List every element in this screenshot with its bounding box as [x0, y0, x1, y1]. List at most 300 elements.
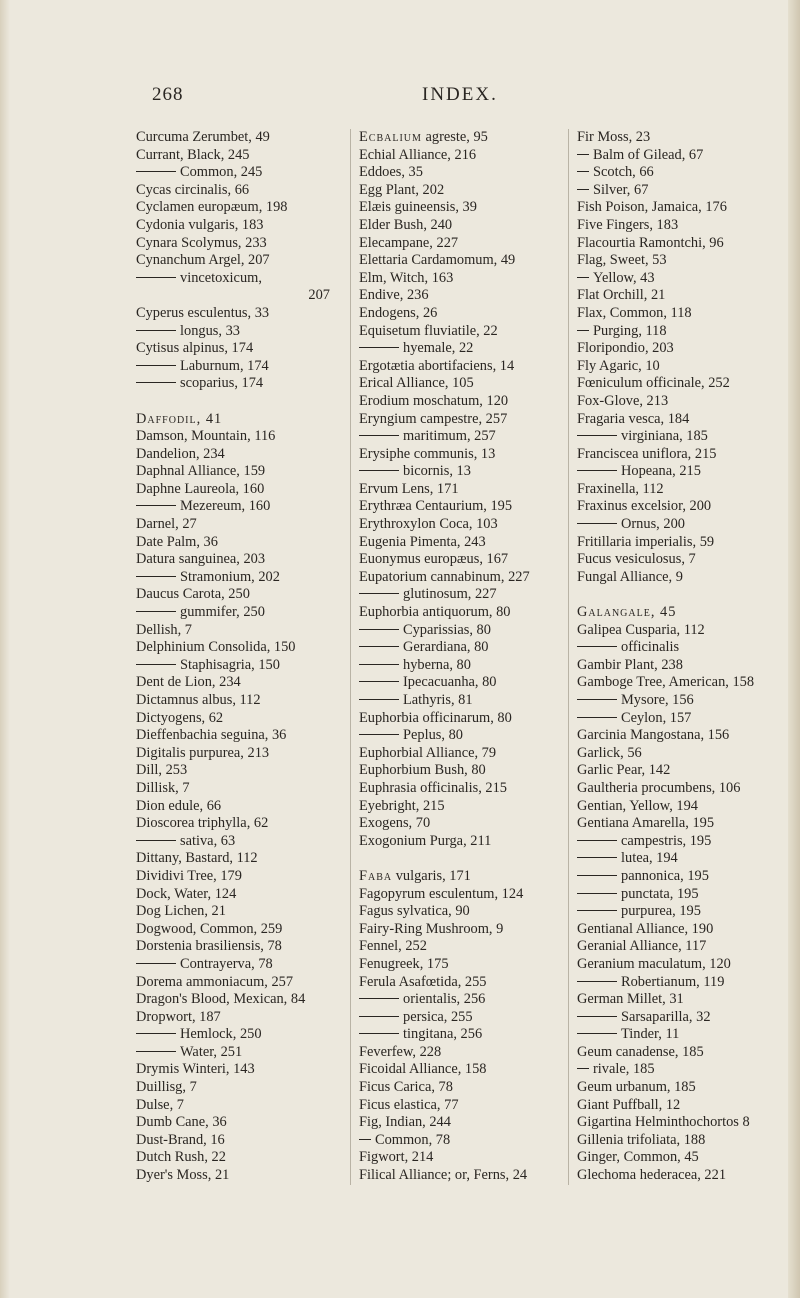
index-entry	[359, 868, 559, 886]
index-entry	[136, 639, 332, 657]
index-entry-text: Fir Moss, 23	[577, 129, 651, 145]
index-entry	[359, 991, 559, 1009]
index-entry	[136, 604, 332, 622]
index-entry-text: Drymis Winteri, 143	[136, 1061, 255, 1078]
ditto-dash	[136, 382, 176, 383]
index-entry-text: Dorema ammoniacum, 257	[136, 973, 294, 990]
index-entry-text: Ceylon, 157	[621, 709, 692, 726]
index-entry	[136, 217, 332, 235]
index-entry	[359, 1044, 559, 1062]
index-entry-text: Galipea Cusparia, 112	[577, 621, 705, 638]
index-entry-text: Euphorbial Alliance, 79	[359, 744, 497, 761]
index-entry-text: Damson, Mountain, 116	[136, 428, 276, 445]
index-entry-text: Figwort, 214	[359, 1149, 434, 1166]
index-entry	[577, 1044, 789, 1062]
index-entry-text: Daucus Carota, 250	[136, 586, 250, 603]
index-entry	[136, 182, 332, 200]
index-entry-text: Eyebright, 215	[359, 797, 445, 814]
index-entry-text: longus, 33	[180, 322, 240, 339]
ditto-dash	[359, 998, 399, 999]
index-entry	[577, 657, 789, 675]
index-entry	[577, 199, 789, 217]
index-entry-text: Geranial Alliance, 117	[577, 938, 707, 955]
index-entry-text: Duillisg, 7	[136, 1079, 197, 1096]
index-entry-text: Fly Agaric, 10	[577, 357, 660, 374]
index-entry-text: pannonica, 195	[621, 867, 709, 884]
ditto-dash	[577, 523, 617, 524]
index-entry-text: Balm of Gilead, 67	[593, 146, 704, 163]
ditto-dash	[577, 875, 617, 876]
index-entry	[136, 411, 332, 429]
page-header	[0, 84, 800, 114]
index-entry-text: Dragon's Blood, Mexican, 84	[136, 991, 306, 1008]
index-entry-text: Geranium maculatum, 120	[577, 955, 731, 972]
index-entry	[359, 164, 559, 182]
ditto-dash	[359, 1139, 371, 1140]
index-entry-text: Elecampane, 227	[359, 234, 459, 251]
index-entry-text: Dictamnus albus, 112	[136, 692, 261, 708]
index-entry	[577, 1079, 789, 1097]
index-entry	[577, 534, 789, 552]
index-entry	[359, 129, 559, 147]
index-entry	[136, 305, 332, 323]
index-entry-text: Ecbalium agreste, 95	[359, 129, 488, 145]
index-entry	[577, 411, 789, 429]
index-entry-text: Filical Alliance; or, Ferns, 24	[359, 1167, 528, 1184]
index-entry	[577, 886, 789, 904]
index-entry-text: Dittany, Bastard, 112	[136, 850, 258, 867]
ditto-dash	[577, 717, 617, 718]
index-entry	[136, 358, 332, 376]
index-entry	[136, 1097, 332, 1115]
index-entry-text: Ergotætia abortifaciens, 14	[359, 357, 515, 374]
ditto-dash	[359, 646, 399, 647]
index-entry	[577, 956, 789, 974]
index-entry	[577, 428, 789, 446]
index-entry	[577, 1167, 789, 1185]
index-entry	[136, 1167, 332, 1185]
page-edge-left	[0, 0, 10, 1298]
ditto-dash	[359, 470, 399, 471]
index-entry-text: Gambir Plant, 238	[577, 656, 683, 673]
ditto-dash	[136, 576, 176, 577]
index-entry-text: sativa, 63	[180, 832, 236, 849]
index-entry	[359, 147, 559, 165]
index-entry	[577, 551, 789, 569]
ditto-dash	[577, 981, 617, 982]
index-entry	[359, 622, 559, 640]
index-entry	[577, 393, 789, 411]
index-entry-text: campestris, 195	[621, 832, 712, 849]
index-entry	[577, 639, 789, 657]
index-entry	[136, 886, 332, 904]
ditto-dash	[136, 611, 176, 612]
index-entry-text: Silver, 67	[593, 181, 649, 198]
index-entry	[359, 551, 559, 569]
index-entry-text: Mysore, 156	[621, 692, 694, 708]
index-entry	[136, 569, 332, 587]
index-entry	[359, 323, 559, 341]
index-entry-text: Fragaria vesca, 184	[577, 410, 690, 427]
index-entry	[359, 745, 559, 763]
index-entry-text: Lathyris, 81	[403, 692, 473, 708]
index-entry-text: Fungal Alliance, 9	[577, 568, 683, 585]
index-entry	[136, 1132, 332, 1150]
ditto-dash	[136, 330, 176, 331]
ditto-dash	[136, 840, 176, 841]
index-entry	[359, 1009, 559, 1027]
index-entry-text: Ferula Asafœtida, 255	[359, 973, 487, 990]
index-entry-text: Cynara Scolymus, 233	[136, 234, 267, 251]
index-entry-text: Gerardiana, 80	[403, 639, 489, 656]
index-entry-text: bicornis, 13	[403, 463, 471, 480]
index-entry	[359, 974, 559, 992]
index-entry-text: Flacourtia Ramontchi, 96	[577, 234, 724, 251]
index-entry-text: Garcinia Mangostana, 156	[577, 727, 730, 744]
index-entry-text: Fraxinus excelsior, 200	[577, 498, 712, 515]
index-entry	[577, 1026, 789, 1044]
ditto-dash	[577, 1033, 617, 1034]
index-entry	[136, 956, 332, 974]
index-entry-text: gummifer, 250	[180, 604, 265, 621]
index-entry	[359, 798, 559, 816]
ditto-dash	[577, 470, 617, 471]
index-entry	[136, 991, 332, 1009]
index-entry	[577, 815, 789, 833]
index-entry-text: Delphinium Consolida, 150	[136, 639, 296, 656]
index-entry-text: Fagopyrum esculentum, 124	[359, 885, 524, 902]
index-entry	[577, 868, 789, 886]
index-entry-text: Gillenia trifoliata, 188	[577, 1131, 706, 1148]
index-entry	[359, 674, 559, 692]
index-entry	[577, 217, 789, 235]
index-entry-text: Erical Alliance, 105	[359, 375, 474, 392]
index-entry	[136, 147, 332, 165]
index-entry-text: Dogwood, Common, 259	[136, 920, 283, 937]
index-entry	[577, 692, 789, 710]
index-entry	[577, 974, 789, 992]
index-entry	[359, 463, 559, 481]
index-entry-text: Equisetum fluviatile, 22	[359, 322, 498, 339]
index-entry	[136, 903, 332, 921]
index-entry-text: Purging, 118	[593, 322, 667, 339]
index-entry	[577, 323, 789, 341]
index-entry-text: Garlick, 56	[577, 744, 642, 761]
index-entry-text: Peplus, 80	[403, 727, 463, 744]
index-entry	[577, 991, 789, 1009]
index-entry-text: hyemale, 22	[403, 340, 474, 357]
running-title: INDEX.	[422, 84, 498, 105]
ditto-dash	[359, 347, 399, 348]
ditto-dash	[577, 171, 589, 172]
index-entry-text: Dandelion, 234	[136, 445, 225, 462]
index-entry-text: Dillisk, 7	[136, 779, 190, 796]
ditto-dash	[359, 1016, 399, 1017]
index-entry-text: Yellow, 43	[593, 269, 655, 286]
index-entry	[577, 1149, 789, 1167]
index-entry	[577, 762, 789, 780]
index-entry	[136, 287, 332, 305]
index-entry	[577, 780, 789, 798]
index-entry	[359, 428, 559, 446]
index-entry-text: Gamboge Tree, American, 158	[577, 674, 755, 691]
index-entry-text: Eupatorium cannabinum, 227	[359, 568, 530, 585]
index-entry	[577, 463, 789, 481]
index-column-3	[568, 129, 789, 1185]
ditto-dash	[577, 840, 617, 841]
ditto-dash	[136, 664, 176, 665]
index-entry	[577, 1132, 789, 1150]
index-entry-text: Five Fingers, 183	[577, 216, 679, 233]
index-entry-text: Elæis guineensis, 39	[359, 199, 477, 216]
index-entry-text: Fucus vesiculosus, 7	[577, 551, 696, 568]
index-entry	[136, 498, 332, 516]
index-entry	[577, 129, 789, 147]
index-entry-text: Mezereum, 160	[180, 498, 271, 515]
index-entry-text: Dividivi Tree, 179	[136, 867, 242, 884]
index-entry-text: Ornus, 200	[621, 516, 685, 533]
index-entry-text: Egg Plant, 202	[359, 181, 445, 198]
ditto-dash	[359, 734, 399, 735]
ditto-dash	[577, 330, 589, 331]
ditto-dash	[359, 629, 399, 630]
index-entry-text: Digitalis purpurea, 213	[136, 744, 270, 761]
index-entry-text: punctata, 195	[621, 885, 699, 902]
index-entry	[359, 657, 559, 675]
index-entry-text: Ervum Lens, 171	[359, 480, 459, 497]
index-entry	[136, 938, 332, 956]
index-entry-text: Eryngium campestre, 257	[359, 410, 508, 427]
index-entry	[577, 252, 789, 270]
index-entry-text: Robertianum, 119	[621, 973, 725, 990]
index-entry-text: Contrayerva, 78	[180, 955, 273, 972]
index-entry-text: Galangale, 45	[577, 604, 677, 621]
index-entry-text: Eddoes, 35	[359, 164, 423, 181]
index-entry	[136, 481, 332, 499]
index-entry-text: Currant, Black, 245	[136, 146, 250, 163]
index-entry	[136, 745, 332, 763]
ditto-dash	[136, 1051, 176, 1052]
ditto-dash	[359, 664, 399, 665]
index-entry	[577, 569, 789, 587]
index-entry-text: Gaultheria procumbens, 106	[577, 779, 741, 796]
index-entry-text: Gigartina Helminthochortos 8	[577, 1114, 750, 1131]
index-entry	[136, 1114, 332, 1132]
index-entry	[359, 604, 559, 622]
index-entry-text: Dion edule, 66	[136, 797, 222, 814]
index-entry	[577, 182, 789, 200]
index-entry-text: Gentiana Amarella, 195	[577, 815, 715, 832]
index-entry-text: Dust-Brand, 16	[136, 1131, 225, 1148]
index-entry-text: tingitana, 256	[403, 1026, 483, 1043]
index-entry	[577, 850, 789, 868]
index-entry	[577, 1097, 789, 1115]
index-entry-text: Sarsaparilla, 32	[621, 1008, 711, 1025]
index-entry	[136, 1149, 332, 1167]
index-entry-text: Dent de Lion, 234	[136, 674, 241, 691]
index-entry-text: Gentian, Yellow, 194	[577, 797, 698, 814]
index-entry-text: Exogonium Purga, 211	[359, 832, 492, 849]
index-entry-text: Geum urbanum, 185	[577, 1079, 696, 1096]
index-entry-text: Erythræa Centaurium, 195	[359, 498, 513, 515]
index-entry-text: Daffodil, 41	[136, 410, 223, 427]
index-entry	[136, 1009, 332, 1027]
index-entry-text: rivale, 185	[593, 1061, 655, 1078]
index-entry-text: Hemlock, 250	[180, 1026, 262, 1043]
index-entry	[136, 815, 332, 833]
index-entry	[359, 411, 559, 429]
index-entry-text: Endogens, 26	[359, 304, 438, 321]
index-entry	[136, 534, 332, 552]
section-gap	[359, 850, 559, 868]
index-entry	[359, 270, 559, 288]
ditto-dash	[577, 1068, 589, 1069]
index-entry	[136, 199, 332, 217]
index-entry-text: Flat Orchill, 21	[577, 287, 666, 304]
ditto-dash	[359, 593, 399, 594]
index-entry-text: Fœniculum officinale, 252	[577, 375, 730, 392]
index-entry	[136, 428, 332, 446]
index-entry	[136, 323, 332, 341]
index-entry	[359, 481, 559, 499]
index-entry-text: Giant Puffball, 12	[577, 1096, 681, 1113]
index-entry-text: Fennel, 252	[359, 938, 427, 955]
page-number: 268	[152, 84, 184, 105]
index-entry	[359, 710, 559, 728]
index-entry	[577, 305, 789, 323]
index-entry	[136, 270, 332, 288]
index-entry	[359, 886, 559, 904]
index-entry-text: Dellish, 7	[136, 621, 192, 638]
index-entry-text: Datura sanguinea, 203	[136, 551, 266, 568]
index-entry-text: Flax, Common, 118	[577, 304, 692, 321]
index-entry-text: vincetoxicum,	[180, 269, 262, 286]
index-entry-text: hyberna, 80	[403, 656, 471, 673]
index-entry-text: Euphorbium Bush, 80	[359, 762, 486, 779]
index-entry	[359, 639, 559, 657]
index-entry	[577, 710, 789, 728]
index-entry	[359, 446, 559, 464]
index-entry-text: Cycas circinalis, 66	[136, 181, 250, 198]
index-entry-text: Feverfew, 228	[359, 1043, 442, 1060]
index-entry-text: Dumb Cane, 36	[136, 1114, 227, 1131]
index-entry	[136, 446, 332, 464]
index-entry	[136, 164, 332, 182]
index-entry	[577, 833, 789, 851]
index-entry	[359, 815, 559, 833]
index-entry-text: Cyperus esculentus, 33	[136, 304, 270, 321]
index-entry-text: Euonymus europæus, 167	[359, 551, 509, 568]
index-entry-text: Garlic Pear, 142	[577, 762, 671, 779]
index-entry-text: Dill, 253	[136, 762, 188, 779]
index-entry	[577, 164, 789, 182]
index-entry-text: Fenugreek, 175	[359, 955, 449, 972]
index-column-2	[350, 129, 559, 1185]
index-entry	[577, 903, 789, 921]
index-entry	[136, 129, 332, 147]
index-entry-text: Euphorbia officinarum, 80	[359, 709, 512, 726]
index-entry	[136, 1026, 332, 1044]
ditto-dash	[136, 277, 176, 278]
index-entry	[136, 551, 332, 569]
index-entry	[577, 375, 789, 393]
index-entry	[359, 393, 559, 411]
index-entry	[359, 199, 559, 217]
index-entry-text: Fish Poison, Jamaica, 176	[577, 199, 727, 216]
index-entry-text: Dock, Water, 124	[136, 885, 237, 902]
index-entry-text: Euphrasia officinalis, 215	[359, 779, 508, 796]
index-entry-text: Laburnum, 174	[180, 357, 269, 374]
index-entry-text: Cydonia vulgaris, 183	[136, 216, 264, 233]
index-entry-text: purpurea, 195	[621, 903, 701, 920]
index-entry	[577, 921, 789, 939]
index-entry-text: Dioscorea triphylla, 62	[136, 815, 269, 832]
ditto-dash	[136, 963, 176, 964]
index-entry	[136, 798, 332, 816]
index-entry-text: Erysiphe communis, 13	[359, 445, 496, 462]
index-entry-text: Ficus elastica, 77	[359, 1096, 459, 1113]
index-entry	[359, 252, 559, 270]
page-edge-right	[788, 0, 800, 1298]
index-entry-text: Cyclamen europæum, 198	[136, 199, 288, 216]
ditto-dash	[577, 1016, 617, 1017]
index-entry-text: Erythroxylon Coca, 103	[359, 516, 498, 533]
index-entry-text: Ipecacuanha, 80	[403, 674, 497, 691]
index-entry-text: Date Palm, 36	[136, 533, 218, 550]
index-entry	[359, 780, 559, 798]
index-entry	[359, 1167, 559, 1185]
index-entry	[577, 516, 789, 534]
index-entry	[577, 1114, 789, 1132]
index-entry-text: Dyer's Moss, 21	[136, 1167, 230, 1184]
index-entry-text: Ficus Carica, 78	[359, 1079, 453, 1096]
index-entry	[577, 287, 789, 305]
index-entry-text: Fritillaria imperialis, 59	[577, 533, 715, 550]
index-entry-text: Elm, Witch, 163	[359, 269, 454, 286]
index-entry	[359, 534, 559, 552]
index-entry	[136, 463, 332, 481]
ditto-dash	[577, 910, 617, 911]
index-entry	[136, 921, 332, 939]
index-entry	[359, 358, 559, 376]
ditto-dash	[577, 154, 589, 155]
index-entry	[136, 833, 332, 851]
index-entry-text: Staphisagria, 150	[180, 656, 280, 673]
index-entry	[359, 498, 559, 516]
index-entry-text: Fagus sylvatica, 90	[359, 903, 470, 920]
index-entry	[359, 516, 559, 534]
index-entry	[136, 1061, 332, 1079]
index-entry	[136, 235, 332, 253]
index-entry-text: maritimum, 257	[403, 428, 496, 445]
index-entry-text: Dictyogens, 62	[136, 709, 224, 726]
index-entry	[359, 235, 559, 253]
index-entry-text: Common, 78	[375, 1131, 451, 1148]
ditto-dash	[577, 277, 589, 278]
index-entry-text: Fraxinella, 112	[577, 480, 664, 497]
index-entry	[359, 921, 559, 939]
ditto-dash	[577, 189, 589, 190]
ditto-dash	[577, 699, 617, 700]
index-entry	[577, 235, 789, 253]
index-entry	[359, 1132, 559, 1150]
index-entry	[359, 903, 559, 921]
index-entry	[359, 938, 559, 956]
index-entry	[359, 1149, 559, 1167]
index-entry	[359, 287, 559, 305]
index-entry	[577, 1009, 789, 1027]
index-entry-text: officinalis	[621, 639, 680, 656]
